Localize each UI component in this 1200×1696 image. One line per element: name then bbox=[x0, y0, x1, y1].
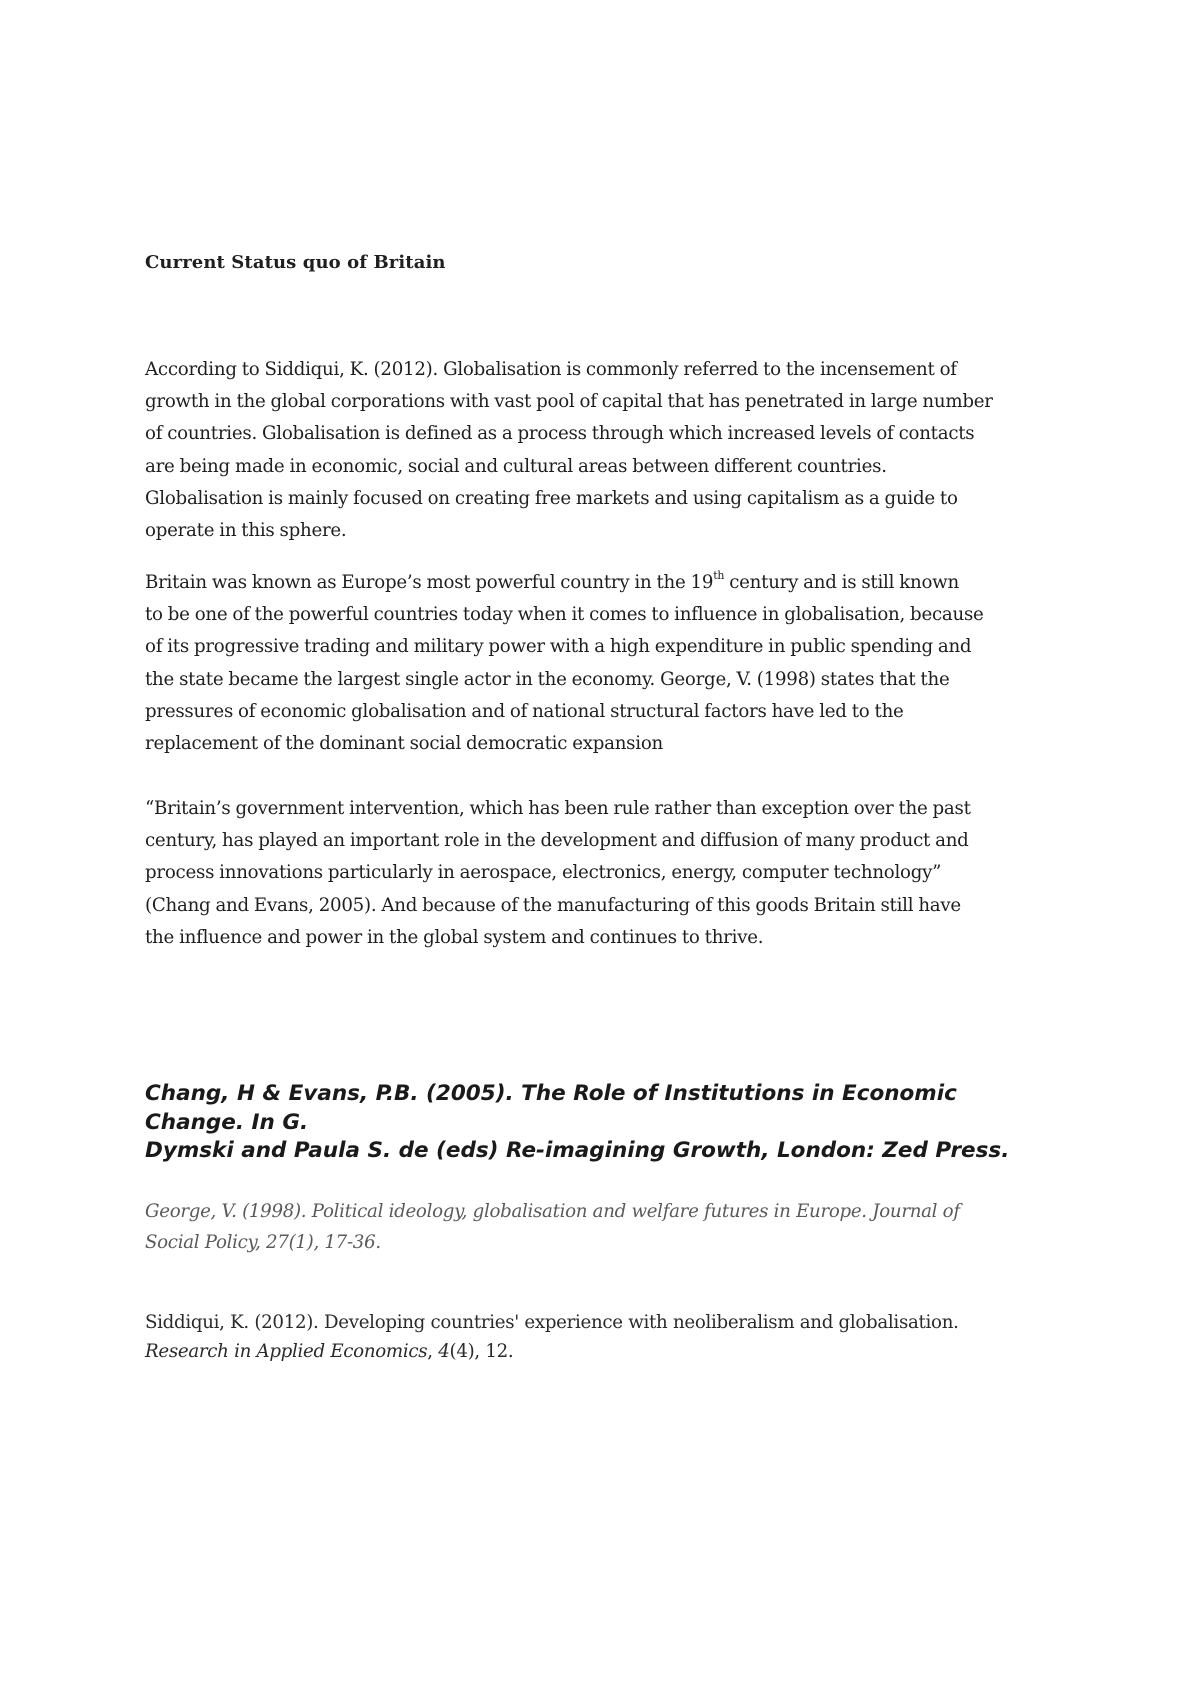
paragraph-britain-power bbox=[145, 567, 1070, 760]
text-line: “Britain’s government intervention, which has been rule rather than exception over the past bbox=[145, 798, 971, 819]
document-title: Current Status quo of Britain bbox=[145, 252, 446, 273]
text-line: of its progressive trading and military power with a high expenditure in public spending and bbox=[145, 636, 972, 658]
text-line: are being made in economic, social and cultural areas between different countries. bbox=[145, 455, 887, 477]
text-line: Social Policy, 27(1), 17-36. bbox=[145, 1232, 381, 1253]
text-line: the state became the largest single actor in the economy. George, V. (1998) states that the bbox=[145, 668, 950, 690]
text-line: process innovations particularly in aerospace, electronics, energy, computer technology” bbox=[145, 862, 942, 884]
journal-title: Research in Applied Economics bbox=[145, 1341, 428, 1362]
text-line: replacement of the dominant social democratic expansion bbox=[145, 733, 663, 755]
text-line: the influence and power in the global system and continues to thrive. bbox=[145, 926, 764, 948]
text-run: , bbox=[427, 1341, 439, 1362]
text-line: Globalisation is mainly focused on creating free markets and using capitalism as a guide to bbox=[145, 487, 958, 509]
reference-chang-evans bbox=[145, 1080, 1075, 1166]
text-line: operate in this sphere. bbox=[145, 520, 347, 542]
paragraph-globalisation-definition bbox=[145, 354, 1070, 547]
text-line: Chang, H & Evans, P.B. (2005). The Role of Institutions in Economic bbox=[145, 1081, 957, 1106]
text-line: to be one of the powerful countries today when it comes to influence in globalisation, because bbox=[145, 604, 984, 626]
text-run: Britain was known as Europe’s most powerful country in the 19 bbox=[145, 572, 714, 593]
text-line: growth in the global corporations with vast pool of capital that has penetrated in large number bbox=[145, 391, 993, 413]
volume-number: 4 bbox=[438, 1341, 450, 1362]
text-line: Siddiqui, K. (2012). Developing countries' experience with neoliberalism and globalisation. bbox=[145, 1312, 959, 1333]
paragraph-government-intervention-quote bbox=[145, 793, 1070, 954]
text-line: of countries. Globalisation is defined as a process through which increased levels of contacts bbox=[145, 423, 975, 445]
text-run: century and is still known bbox=[724, 572, 959, 593]
text-line bbox=[145, 567, 1070, 599]
text-line: According to Siddiqui, K. (2012). Globalisation is commonly referred to the incensement of bbox=[145, 359, 957, 380]
reference-george bbox=[145, 1196, 1075, 1258]
text-line: century, has played an important role in the development and diffusion of many product and bbox=[145, 830, 969, 852]
text-line bbox=[145, 1337, 1075, 1366]
reference-siddiqui bbox=[145, 1308, 1075, 1366]
text-run: (4), 12. bbox=[449, 1341, 514, 1362]
text-line: (Chang and Evans, 2005). And because of the manufacturing of this goods Britain still have bbox=[145, 894, 961, 916]
text-line: George, V. (1998). Political ideology, globalisation and welfare futures in Europe. Journal of bbox=[145, 1201, 960, 1222]
superscript: th bbox=[713, 569, 725, 582]
text-line: Change. In G. bbox=[145, 1109, 309, 1135]
text-line: pressures of economic globalisation and of national structural factors have led to the bbox=[145, 700, 904, 722]
text-line: Dymski and Paula S. de (eds) Re-imagining Growth, London: Zed Press. bbox=[145, 1138, 1010, 1163]
